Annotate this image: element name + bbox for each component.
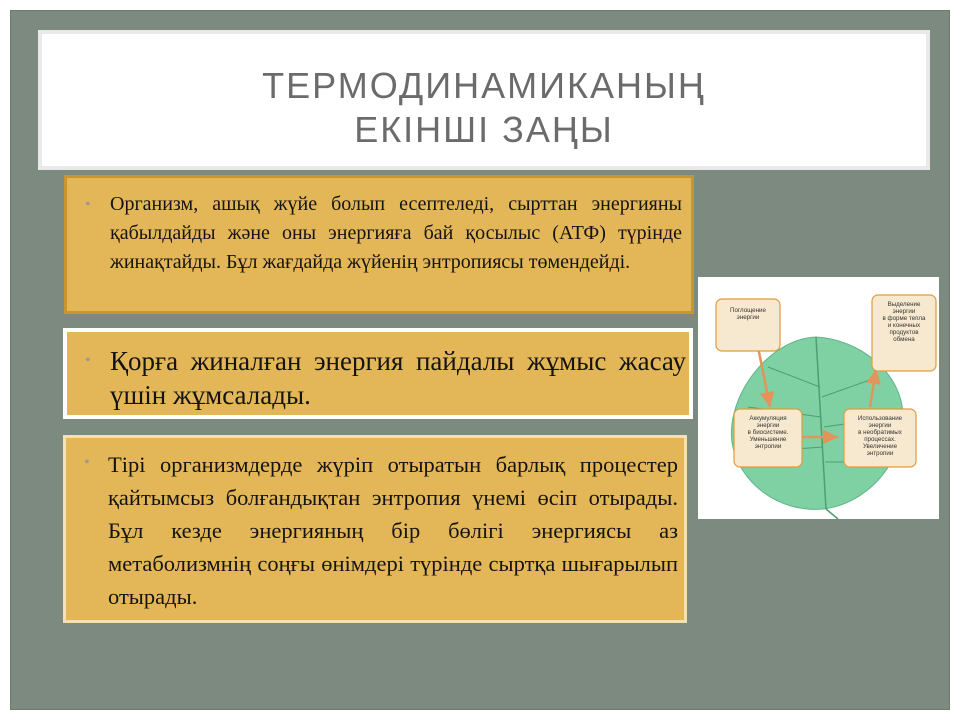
bullet-marker: • [85,196,91,213]
leaf-energy-diagram[interactable] [698,277,939,519]
label-absorption: Поглощение энергии [730,307,766,321]
text-block-2[interactable] [63,328,693,419]
text-block-1[interactable] [64,175,694,314]
block-1-text: Организм, ашық жүйе болып есептеледі, сырттан энергияны қабылдайды және оны энергияға бай қосылыс (АТФ) түрінде жинақтайды. Бұл жағдайда жүйенің энтропиясы төмендейді. [110,193,682,273]
label-release: Выделение энергии в форме тепла и конечных продуктов обмена [882,301,926,343]
label-usage: Использование энергии в необратимых процессах. Увеличение энтропии [857,415,903,457]
title-panel [38,30,930,170]
bullet-marker: • [85,352,91,369]
block-2-text: Қорға жиналған энергия пайдалы жұмыс жасау үшін жұмсалады. [110,346,686,410]
slide-background [10,10,950,710]
bullet-marker: • [84,454,90,471]
text-block-3[interactable] [63,435,687,623]
slide-title: ТЕРМОДИНАМИКАНЫҢ ЕКІНШІ ЗАҢЫ [262,65,706,150]
label-accumulation: Аккумуляция энергии в биосистеме. Уменьшение энтропии [747,415,789,450]
block-3-text: Тірі организмдерде жүріп отыратын барлық процестер қайтымсыз болғандықтан энтропия үнемі өсіп отырады. Бұл кезде энергияның бір бөлігі энергиясы аз метаболизмнің соңғы өнімдері түрінде сыртқа шығарылып отырады. [108,452,678,609]
